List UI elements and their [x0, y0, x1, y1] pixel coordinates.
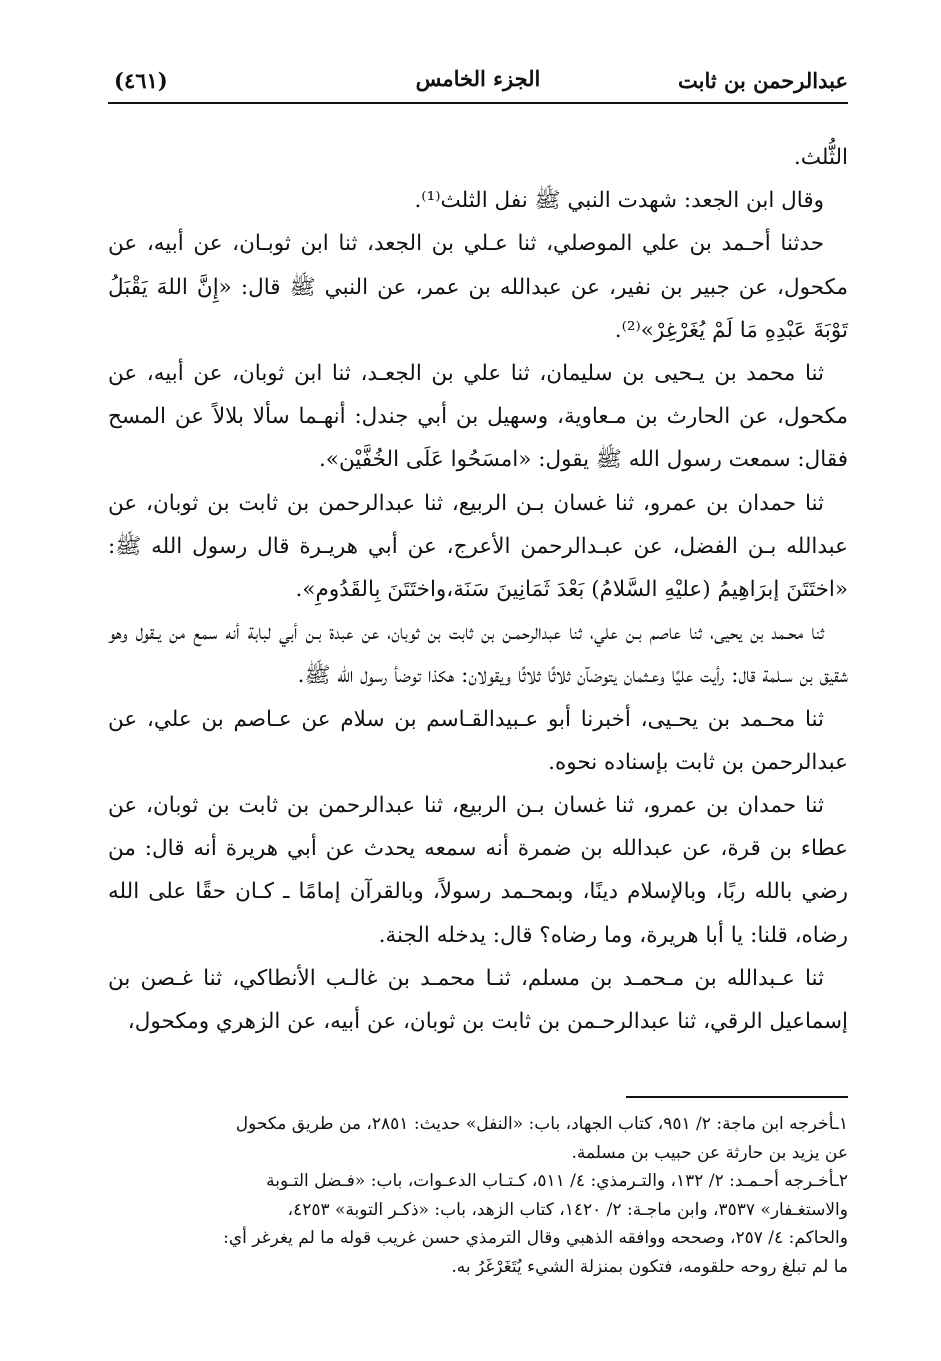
footnote-2-line: ما لم تبلغ روحه حلقومه، فتكون بمنزلة الشيء يُتَغَرْغَرُ به.	[451, 1256, 848, 1277]
paragraph: الثُّلث.	[793, 145, 848, 170]
footnote-2: ٢ـأخـرجه أحـمـد: ٢/ ١٣٢، والتـرمذي: ٤/ ٥١١، كـتـاب الدعـوات، باب: «فـضل التـوبة	[266, 1171, 848, 1191]
page-number: (٤٦١)	[114, 68, 168, 93]
paragraph: ثنا محمد بن يـحيى بن سليمان، ثنا علي بن الجعـد، ثنا ابن ثوبان، عن أبيه، عن مكحول، عن الحارث بن مـعاوية، وسهيل بن أبي جندل: أنهـما سألا بلالاً عن المسح فقال: سمعت رسول الله ﷺ يقول: «امسَحُوا عَلَى الخُفَّيْن».	[108, 361, 848, 473]
footnotes	[108, 1110, 848, 1281]
running-header	[108, 66, 848, 100]
paragraph: ثنا حمدان بن عمرو، ثنا غسان بـن الربيع، ثنا عبدالرحمن بن ثابت بن ثوبان، عن عبدالله بـن الفضل، عن عبـدالرحمن الأعرج، عن أبي هريـرة قال رسول الله ﷺ: «اختَتَنَ إبرَاهِيمُ (عليْهِ السَّلامُ) بَعْدَ ثَمَانِينَ سَنَة،واختَتَنَ بِالقَدُومِ».	[108, 490, 848, 603]
paragraph: ثنا محـمد بن يحـيى، أخبرنا أبو عـبيدالقـاسم بن سلام عن عـاصم بن علي، عن عبدالرحمن بن ثابت بإسناده نحوه.	[108, 706, 848, 775]
paragraph: ثنا عـبدالله بن مـحمـد بن مسلم، ثنـا محمـد بن غالـب الأنطاكي، ثنا غـصن بن إسماعيل الرقي، ثنا عبدالرحـمن بن ثابت بن ثوبان، عن أبيه، عن الزهري ومكحول،	[108, 965, 848, 1035]
footnote-separator	[626, 1096, 848, 1098]
paragraph: وقال ابن الجعد: شهدت النبي ﷺ نفل الثلث⁽¹⁾.	[414, 188, 824, 214]
chapter-name: عبدالرحمن بن ثابت	[678, 68, 848, 93]
footnote-number: ٢ـ	[833, 1171, 848, 1191]
paragraph: حدثنا أحـمد بن علي الموصلي، ثنا عـلي بن الجعد، ثنا ابن ثوبـان، عن أبيه، عن مكحول، عن جبير بن نفير، عن عبدالله بن عمر، عن النبي ﷺ قال: «إِنَّ اللهَ يَقْبَلُ تَوْبَةَ عَبْدِهِ مَا لَمْ يُغَرْغِرْ»⁽²⁾.	[108, 231, 848, 343]
part-label: الجزء الخامس	[415, 66, 541, 91]
footnote-2-line: والاستغـفار» ٣٥٣٧، وابن ماجـة: ٢/ ١٤٢٠، كتاب الزهد، باب: «ذكـر التوبة» ٤٢٥٣،	[287, 1199, 848, 1220]
header-rule	[108, 102, 848, 104]
footnote-1: ١ـأخرجه ابن ماجة: ٢/ ٩٥١، كتاب الجهاد، باب: «النفل» حديث: ٢٨٥١، من طريق مكحول	[235, 1114, 848, 1134]
footnote-number: ١ـ	[833, 1114, 848, 1134]
paragraph: ثنا محـمد بن يحيى، ثنا عاصم بـن علي، ثنا عبدالرحمـن بن ثابت بن ثوبان، عن عبدة بـن أبي لبابة أنه سمع من يـقول وهو شقيق بن سـلمة قال: رأيت عليًا وعـثمان يتوضآن ثلاثًا ثلاثًا ويقولان: هكذا توضأ رسول الله ﷺ.	[108, 620, 848, 689]
footnote-2-line: والحاكم: ٤/ ٢٥٧، وصححه ووافقه الذهبي وقال الترمذي حسن غريب قوله ما لم يغرغر أي:	[223, 1228, 848, 1248]
main-text	[108, 136, 848, 1043]
footnote-1-line: عن يزيد بن حارثة عن حبيب بن مسلمة.	[571, 1142, 848, 1163]
paragraph: ثنا حمدان بن عمرو، ثنا غسان بـن الربيع، ثنا عبدالرحمن بن ثابت بن ثوبان، عن عطاء بن قرة، عن عبدالله بن ضمرة أنه سمعه يحدث عن أبي هريرة أنه قال: من رضي بالله ربًا، وبالإسلام دينًا، وبمحـمد رسولاً، وبالقرآن إمامًا ـ كـان حقًا على الله رضاه، قلنا: يا أبا هريرة، وما رضاه؟ قال: يدخله الجنة.	[108, 793, 848, 948]
